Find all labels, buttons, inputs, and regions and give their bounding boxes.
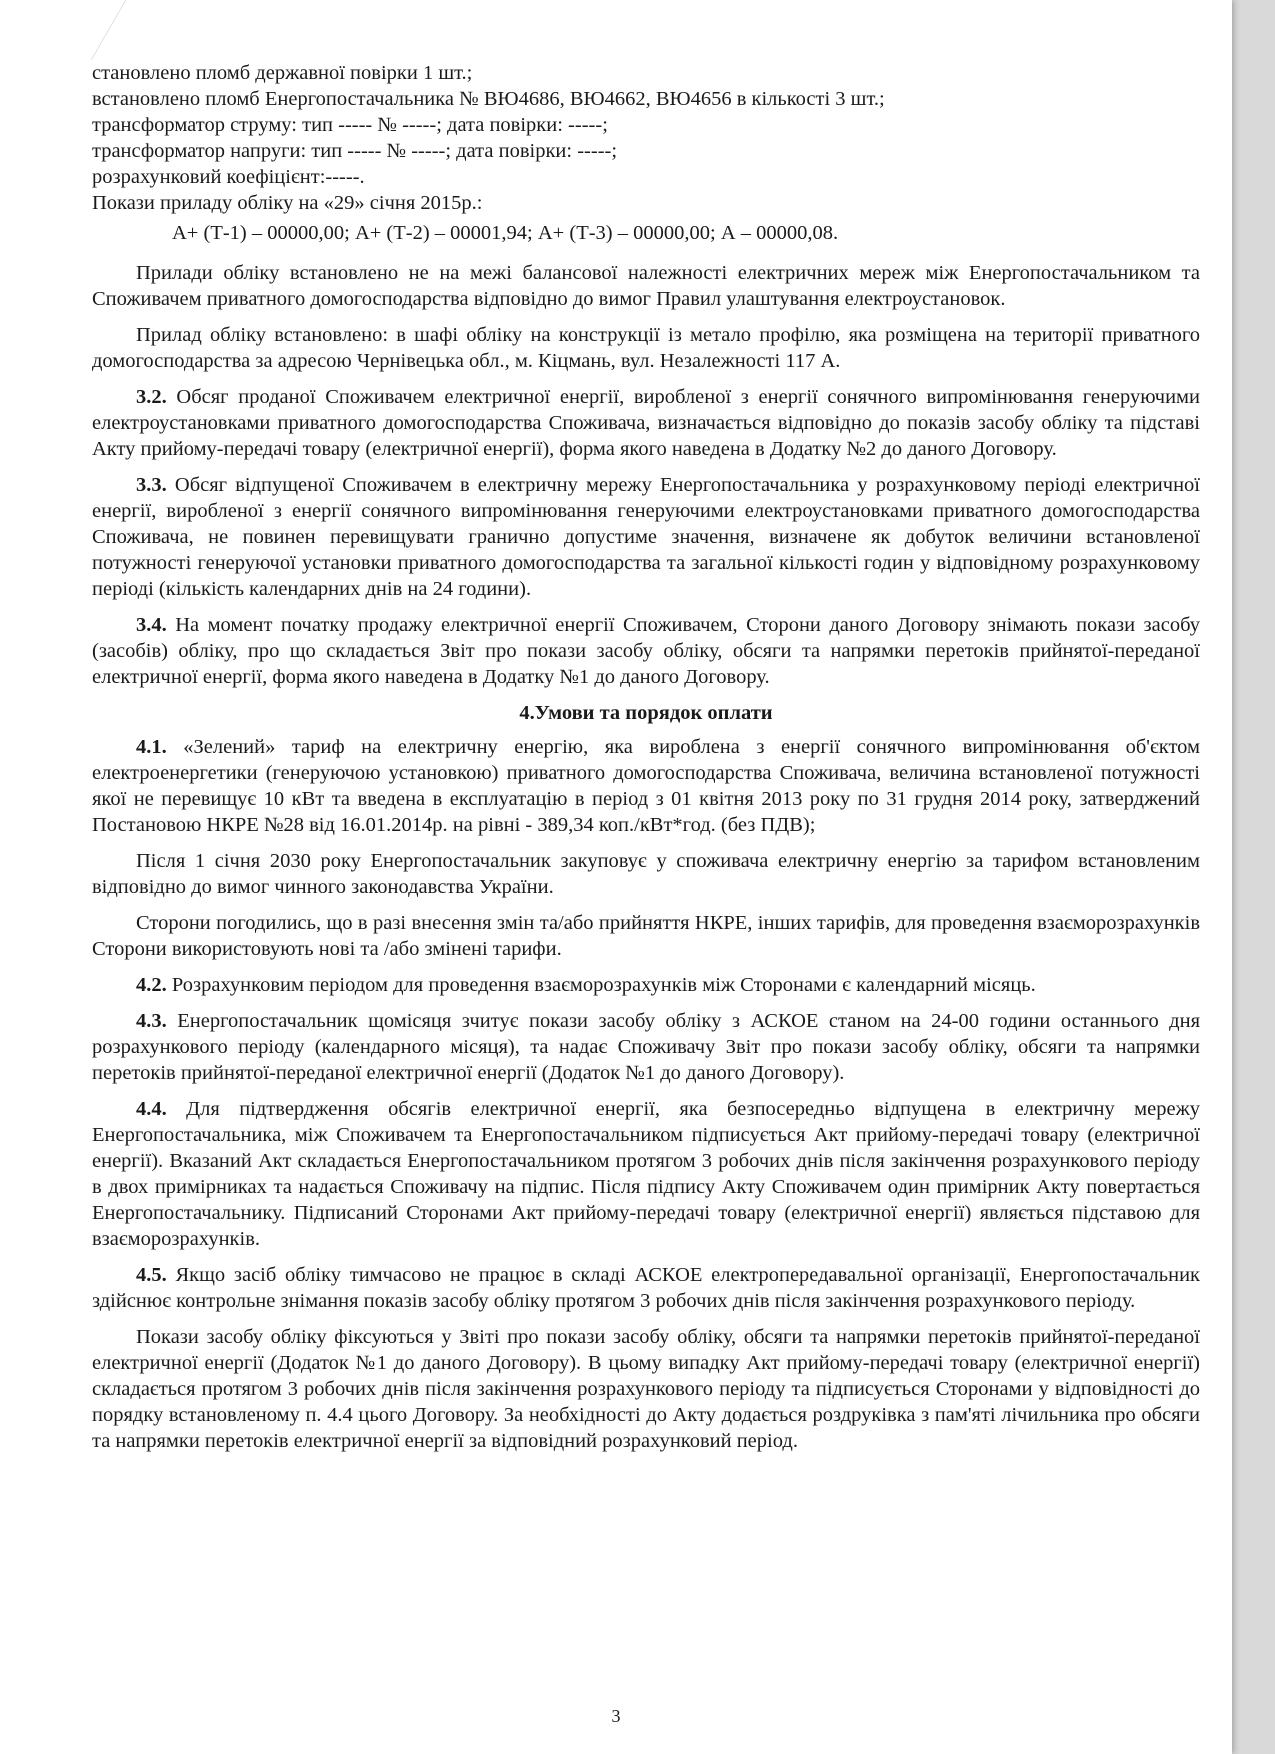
- meter-readings-heading: Покази приладу обліку на «29» січня 2015р.:: [92, 192, 483, 214]
- page-number: 3: [611, 1706, 621, 1726]
- page-fold-mark: [91, 0, 187, 60]
- calculation-coefficient-line: розрахунковий коефіцієнт:-----.: [92, 166, 365, 188]
- clause-text: На момент початку продажу електричної енергії Споживачем, Сторони даного Договору знімають покази засобу (засобів) обліку, про що складається Звіт про покази засобу обліку, обсяги та напрямки перетоків прийнятої-переданої електричної енергії, форма якого наведена в Додатку №1 до даного Договору.: [92, 614, 1201, 688]
- clause-4-4: [92, 1096, 1200, 1252]
- clause-number: 3.4.: [136, 614, 167, 636]
- clause-number: 4.5.: [136, 1264, 167, 1286]
- clause-number: 4.3.: [136, 1010, 167, 1032]
- clause-4-1: [92, 734, 1200, 838]
- document-body: [92, 60, 1200, 1464]
- paragraph-meters-boundary: Прилади обліку встановлено не на межі балансової належності електричних мереж між Енергопостачальником та Споживачем приватного домогосподарства відповідно до вимог Правил улаштування електроустановок.: [92, 262, 1200, 310]
- voltage-transformer-line: трансформатор напруги: тип ----- № -----; дата повірки: -----;: [92, 140, 618, 162]
- clause-3-4: [92, 612, 1200, 690]
- clause-3-3: [92, 472, 1200, 602]
- clause-number: 4.2.: [136, 974, 167, 996]
- paragraph-parties-agreed: Сторони погодились, що в разі внесення змін та/або прийняття НКРЕ, інших тарифів, для проведення взаєморозрахунків Сторони використовують нові та /або змінені тарифи.: [92, 912, 1200, 960]
- seal-state-line: становлено пломб державної повірки 1 шт.;: [92, 62, 473, 84]
- section-4-title: 4.Умови та порядок оплати: [519, 702, 773, 724]
- paragraph-after-2030: Після 1 січня 2030 року Енергопостачальник закуповує у споживача електричну енергію за тарифом встановленим відповідно до вимог чинного законодавства України.: [92, 850, 1200, 898]
- clause-3-2: [92, 384, 1200, 462]
- clause-text: Для підтвердження обсягів електричної енергії, яка безпосередньо відпущена в електричну мережу Енергопостачальника, між Споживачем та Енергопостачальником підписується Акт прийому-передачі товару (електричної енергії). Вказаний Акт складається Енергопостачальником протягом 3 робочих днів після закінчення розрахункового періоду в двох примірниках та надається Споживачу на підпис. Після підпису Акту Споживачем один примірник Акту повертається Енергопостачальнику. Підписаний Сторонами Акт прийому-передачі товару (електричної енергії) являється підставою для взаєморозрахунків.: [92, 1098, 1200, 1250]
- clause-text: «Зелений» тариф на електричну енергію, яка вироблена з енергії сонячного випромінювання об'єктом електроенергетики (генеруючою установкою) приватного домогосподарства Споживача, величина встановленої потужності якої не перевищує 10 кВт та введена в експлуатацію в період з 01 квітня 2013 року по 31 грудня 2014 року, затверджений Постановою НКРЕ №28 від 16.01.2014р. на рівні - 389,34 коп./кВт*год. (без ПДВ);: [92, 736, 1201, 836]
- clause-4-2: [92, 972, 1200, 998]
- clause-text: Розрахунковим періодом для проведення взаєморозрахунків між Сторонами є календарний місяць.: [171, 974, 1036, 996]
- clause-number: 3.2.: [136, 386, 167, 408]
- clause-number: 3.3.: [136, 474, 167, 496]
- paragraph-final: Покази засобу обліку фіксуються у Звіті про покази засобу обліку, обсяги та напрямки перетоків прийнятої-переданої електричної енергії (Додаток №1 до даного Договору). В цьому випадку Акт прийому-передачі товару (електричної енергії) складається протягом 3 робочих днів після закінчення розрахункового періоду та підписується Сторонами у відповідності до порядку встановленому п. 4.4 цього Договору. За необхідності до Акту додається роздруківка з пам'яті лічильника про обсяги та напрямки перетоків електричної енергії за відповідний розрахунковий період.: [92, 1326, 1200, 1452]
- paragraph-meter-location: Прилад обліку встановлено: в шафі обліку на конструкції із метало профілю, яка розміщена на території приватного домогосподарства за адресою Чернівецька обл., м. Кіцмань, вул. Незалежності 117 А.: [92, 324, 1200, 372]
- clause-text: Обсяг проданої Споживачем електричної енергії, виробленої з енергії сонячного випромінювання генеруючими електроустановками приватного домогосподарства Споживача, визначається відповідно до показів засобу обліку та підставі Акту прийому-передачі товару (електричної енергії), форма якого наведена в Додатку №2 до даного Договору.: [92, 386, 1200, 460]
- seal-supplier-line: встановлено пломб Енергопостачальника № ВЮ4686, ВЮ4662, ВЮ4656 в кількості 3 шт.;: [92, 88, 885, 110]
- clause-text: Енергопостачальник щомісяця зчитує покази засобу обліку з АСКОЕ станом на 24-00 години останнього дня розрахункового періоду (календарного місяця), та надає Споживачу Звіт про покази засобу обліку, обсяги та напрямки перетоків прийнятої-переданої електричної енергії (Додаток №1 до даного Договору).: [92, 1010, 1200, 1084]
- clause-text: Обсяг відпущеної Споживачем в електричну мережу Енергопостачальника у розрахунковому періоді електричної енергії, виробленої з енергії сонячного випромінювання генеруючими електроустановками приватного домогосподарства Споживача, не повинен перевищувати гранично допустиме значення, визначене як добуток величини встановленої потужності генеруючої установки приватного домогосподарства та загальної кількості годин у відповідному розрахунковому періоді (кількість календарних днів на 24 години).: [92, 474, 1201, 600]
- current-transformer-line: трансформатор струму: тип ----- № -----; дата повірки: -----;: [92, 114, 608, 136]
- clause-4-3: [92, 1008, 1200, 1086]
- clause-number: 4.4.: [136, 1098, 167, 1120]
- clause-text: Якщо засіб обліку тимчасово не працює в складі АСКОЕ електропередавальної організації, Енергопостачальник здійснює контрольне знімання показів засобу обліку протягом 3 робочих днів після закінчення розрахункового періоду.: [92, 1264, 1201, 1312]
- clause-number: 4.1.: [136, 736, 167, 758]
- meter-readings-values: А+ (Т-1) – 00000,00; А+ (Т-2) – 00001,94; А+ (Т-3) – 00000,00; А – 00000,08.: [172, 222, 839, 244]
- clause-4-5: [92, 1262, 1200, 1314]
